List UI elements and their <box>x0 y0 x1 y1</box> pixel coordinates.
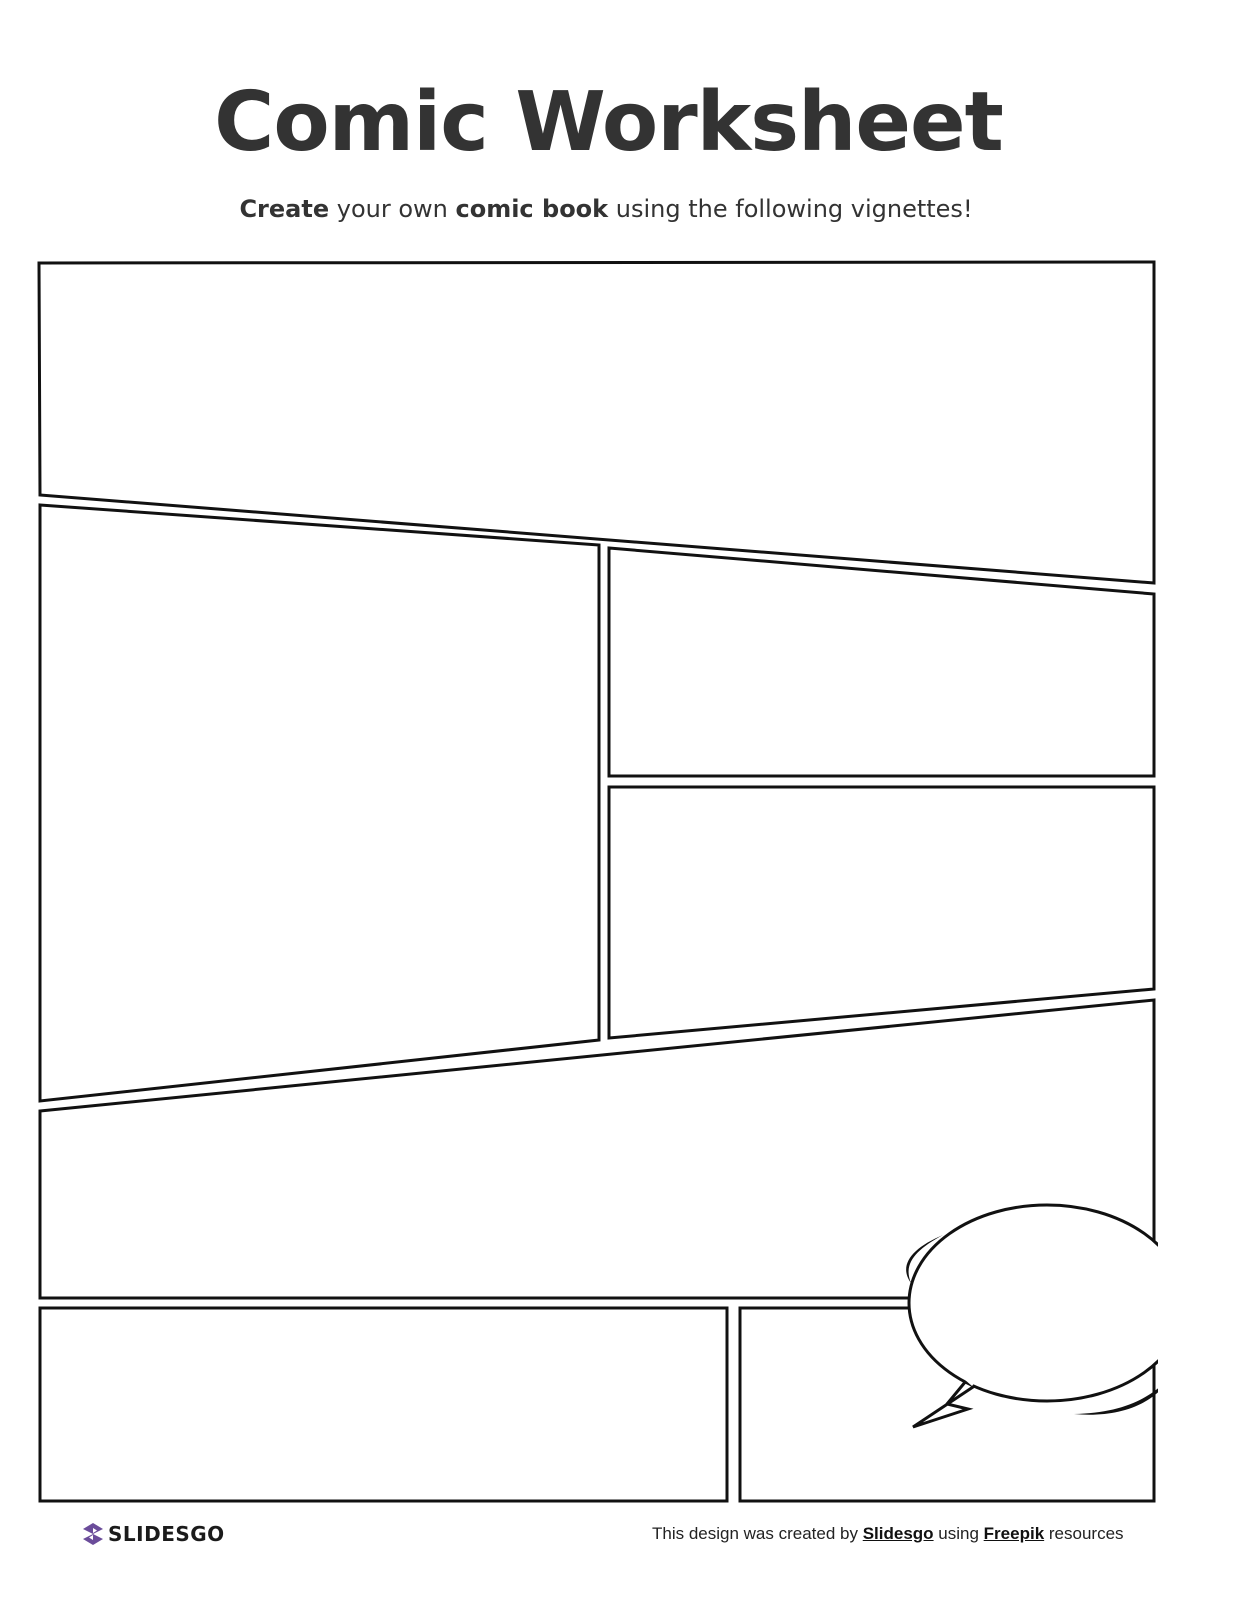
credit-middle: using <box>933 1524 984 1543</box>
comic-panel-6[interactable] <box>40 1308 727 1501</box>
comic-panel-2[interactable] <box>40 505 599 1101</box>
slidesgo-logo[interactable] <box>82 1522 225 1546</box>
subtitle-text-2: using the following vignettes! <box>608 195 973 223</box>
subtitle-create: Create <box>239 195 330 223</box>
freepik-link[interactable]: Freepik <box>983 1524 1045 1543</box>
speech-bubble-body <box>909 1205 1185 1401</box>
slidesgo-link[interactable]: Slidesgo <box>862 1524 934 1543</box>
page-title: Comic Worksheet <box>214 75 1003 170</box>
slidesgo-logo-text: SLIDESGO <box>108 1522 225 1546</box>
credit-prefix: This design was created by <box>652 1524 863 1543</box>
comic-panel-4[interactable] <box>609 787 1154 1038</box>
comic-panel-3[interactable] <box>609 548 1154 776</box>
footer-credit <box>652 1524 1124 1544</box>
subtitle-text-1: your own <box>329 195 456 223</box>
subtitle-comic-book: comic book <box>455 195 609 223</box>
credit-suffix: resources <box>1044 1524 1124 1543</box>
slidesgo-logo-icon <box>82 1522 104 1546</box>
